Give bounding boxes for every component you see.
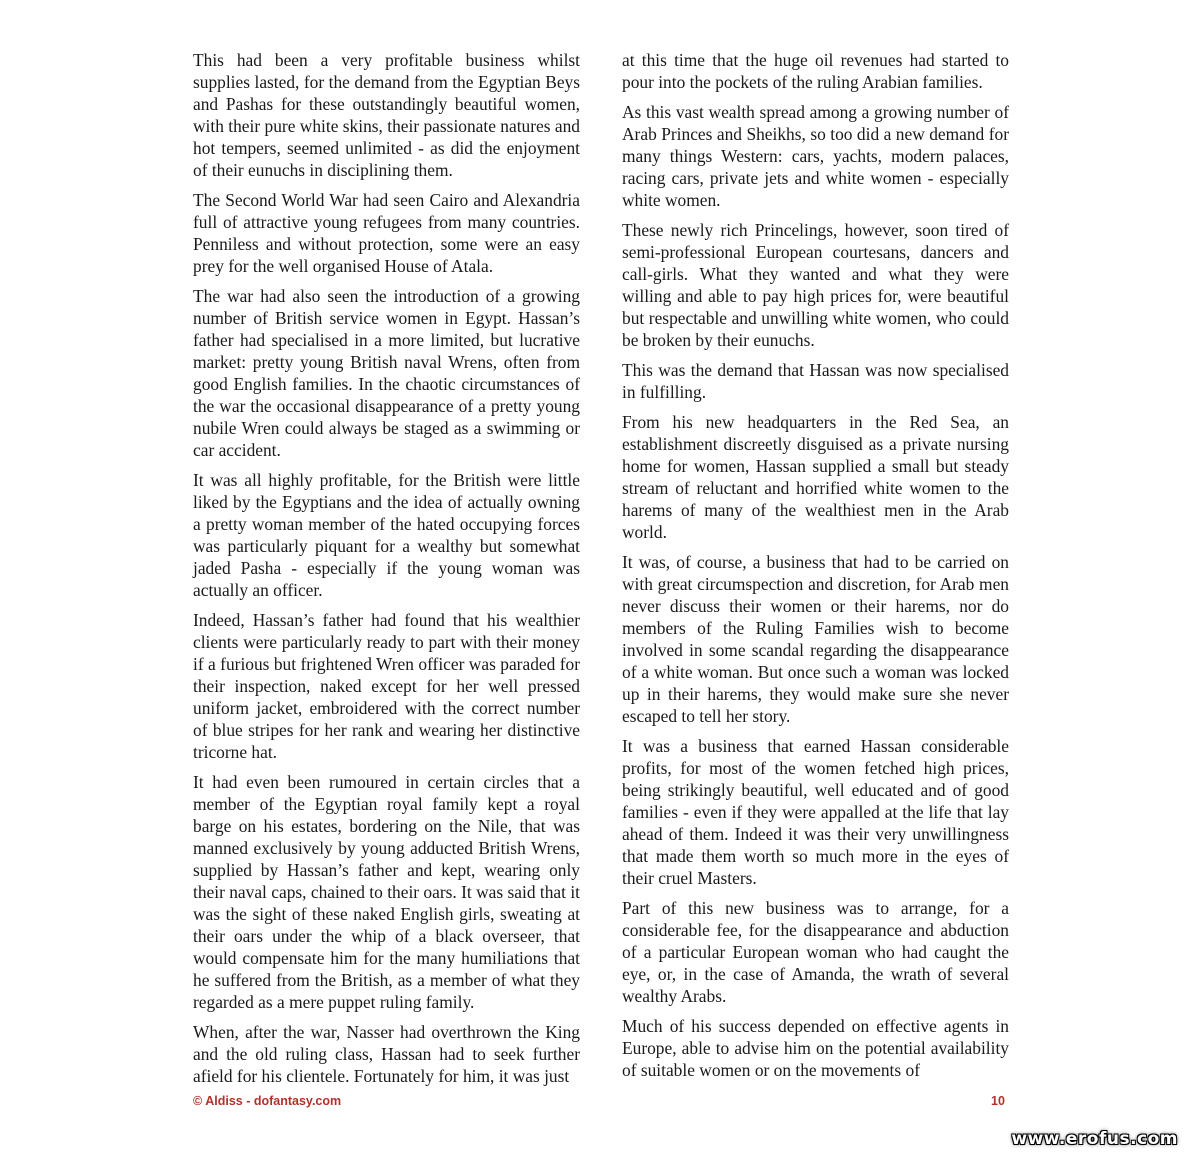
paragraph: From his new headquarters in the Red Sea, an establishment discreetly disguised as a private nursing home for women, Hassan supplied a small but steady stream of reluctant and horrified white women to the harems of many of the wealthiest men in the Arab world. xyxy=(622,412,1009,542)
paragraph: This had been a very profitable business whilst supplies lasted, for the demand from the Egyptian Beys and Pashas for these outstandingly beautiful women, with their pure white skins, their passionate natures and hot tempers, seemed unlimited - as did the enjoyment of their eunuchs in disciplining them. xyxy=(193,50,580,180)
page-number: 10 xyxy=(991,1094,1005,1108)
paragraph: Part of this new business was to arrange, for a considerable fee, for the disappearance and abduction of a particular European woman who had caught the eye, or, in the case of Amanda, the wrath of several wealthy Arabs. xyxy=(622,898,1009,1006)
paragraph: Indeed, Hassan’s father had found that his wealthier clients were particularly ready to part with their money if a furious but frightened Wren officer was paraded for their inspection, naked except for her well pressed uniform jacket, embroidered with the correct number of blue stripes for her rank and wearing her distinctive tricorne hat. xyxy=(193,610,580,762)
paragraph: The war had also seen the introduction of a growing number of British service women in Egypt. Hassan’s father had specialised in a more limited, but lucrative market: pretty young British naval Wrens, often from good English families. In the chaotic circumstances of the war the occasional disappearance of a pretty young nubile Wren could always be staged as a swimming or car accident. xyxy=(193,286,580,460)
paragraph: at this time that the huge oil revenues had started to pour into the pockets of the ruling Arabian families. xyxy=(622,50,1009,92)
left-text-column xyxy=(193,49,580,1095)
paragraph: The Second World War had seen Cairo and Alexandria full of attractive young refugees from many countries. Penniless and without protection, some were an easy prey for the well organised House of Atala. xyxy=(193,190,580,276)
right-text-column xyxy=(622,49,1009,1089)
paragraph: These newly rich Princelings, however, soon tired of semi-professional European courtesans, dancers and call-girls. What they wanted and what they were willing and able to pay high prices for, were beautiful but respectable and unwilling white women, who could be broken by their eunuchs. xyxy=(622,220,1009,350)
paragraph: As this vast wealth spread among a growing number of Arab Princes and Sheikhs, so too did a new demand for many things Western: cars, yachts, modern palaces, racing cars, private jets and white women - especially white women. xyxy=(622,102,1009,210)
paragraph: When, after the war, Nasser had overthrown the King and the old ruling class, Hassan had to seek further afield for his clientele. Fortunately for him, it was just xyxy=(193,1022,580,1086)
footer-copyright: © Aldiss - dofantasy.com xyxy=(193,1094,342,1108)
paragraph: It was all highly profitable, for the British were little liked by the Egyptians and the idea of actually owning a pretty woman member of the hated occupying forces was particularly piquant for a wealthy but somewhat jaded Pasha - especially if the young woman was actually an officer. xyxy=(193,470,580,600)
watermark: www.erofus.com xyxy=(1011,1129,1178,1149)
paragraph: Much of his success depended on effective agents in Europe, able to advise him on the potential availability of suitable women or on the movements of xyxy=(622,1016,1009,1080)
paragraph: It was, of course, a business that had to be carried on with great circumspection and discretion, for Arab men never discuss their women or their harems, nor do members of the Ruling Families wish to become involved in some scandal regarding the disappearance of a white woman. But once such a woman was locked up in their harems, they would make sure she never escaped to tell her story. xyxy=(622,552,1009,726)
paragraph: This was the demand that Hassan was now specialised in fulfilling. xyxy=(622,360,1009,402)
paragraph: It was a business that earned Hassan considerable profits, for most of the women fetched high prices, being strikingly beautiful, well educated and of good families - even if they were appalled at the life that lay ahead of them. Indeed it was their very unwillingness that made them worth so much more in the eyes of their cruel Masters. xyxy=(622,736,1009,888)
paragraph: It had even been rumoured in certain circles that a member of the Egyptian royal family kept a royal barge on his estates, bordering on the Nile, that was manned exclusively by young adducted British Wrens, supplied by Hassan’s father and kept, wearing only their naval caps, chained to their oars. It was said that it was the sight of these naked English girls, sweating at their oars under the whip of a black overseer, that would compensate him for the many humiliations that he suffered from the British, as a member of what they regarded as a mere puppet ruling family. xyxy=(193,772,580,1012)
